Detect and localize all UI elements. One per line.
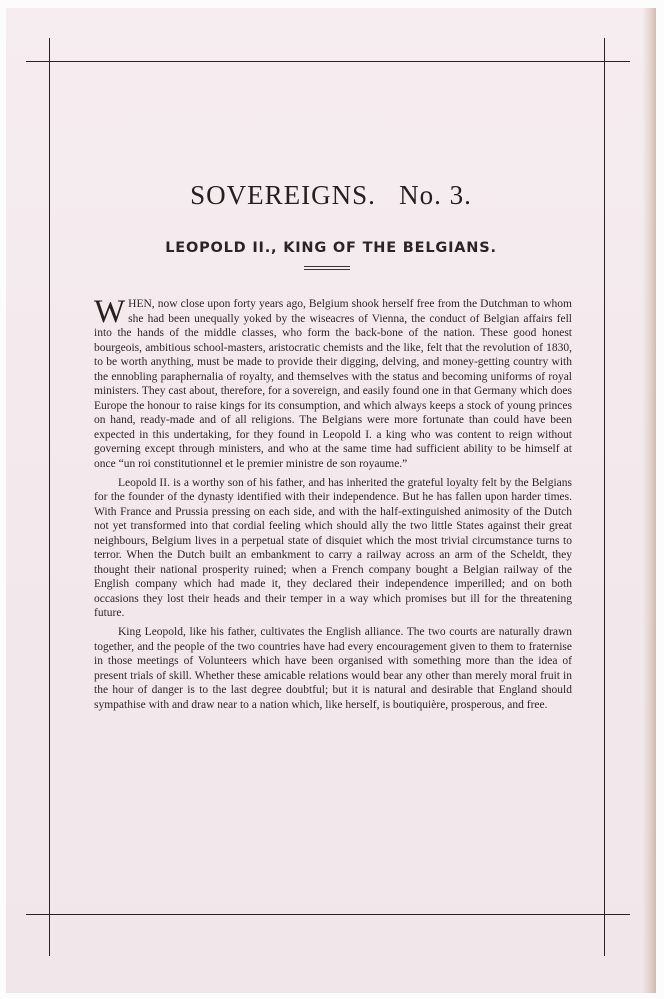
- series-title: SOVEREIGNS. No. 3.: [190, 180, 472, 210]
- article-body: [94, 294, 572, 716]
- right-border-rule: [604, 38, 605, 956]
- title-underline-rule-2: [304, 269, 350, 270]
- top-border-rule: [26, 61, 630, 62]
- drop-cap: W: [94, 294, 126, 330]
- page-sheet: [6, 8, 656, 993]
- bottom-border-rule: [26, 914, 630, 915]
- paragraph-3: King Leopold, like his father, cultivates the English alliance. The two courts are naturally drawn together, and the people of the two countries have had every encouragement given to them to fraternise in those meetings of Volunteers which have been organised with something more than the idea of present trials of skill. Whether these amicable relations would bear any other than merely moral fruit in the hour of danger is to the last degree doubtful; but it is natural and desirable that England should sympathise with and draw near to a nation which, like herself, is boutiquière, prosperous, and free.: [94, 626, 572, 711]
- title-underline-rule: [304, 266, 350, 267]
- left-border-rule: [49, 38, 50, 956]
- paper-edge-stain: [642, 8, 656, 993]
- paragraph-2: Leopold II. is a worthy son of his father, and has inherited the grateful loyalty felt by the Belgians for the founder of the dynasty identified with their independence. But he has fallen upon harder times. With France and Prussia pressing on each side, and with the half-extinguished animosity of the Dutch not yet transformed into that cordial feeling which should ally the two little States against their great neighbours, Belgium lives in a perpetual state of disquiet which the most trivial circumstance turns to terror. When the Dutch built an embankment to carry a railway across an arm of the Scheldt, they thought their national prosperity ruined; when a French company bought a Belgian railway of the English company which had made it, they declared their independence imperilled; and on both occasions they lost their heads and their temper in a way which promises but ill for the threatening future.: [94, 476, 572, 620]
- paragraph-1: [94, 294, 572, 472]
- paragraph-1-text: HEN, now close upon forty years ago, Belgium shook herself free from the Dutchman to whom she had been unequally yoked by the wiseacres of Vienna, the conduct of Belgian affairs fell into the hands of the middle classes, who form the back-bone of the nation. These good honest bourgeois, ambitious school-masters, aristocratic chemists and the like, felt that the revolution of 1830, to be worth anything, must be made to provide their digging, delving, and money-getting country with the ennobling paraphernalia of royalty, and themselves with the status and becoming uniforms of royal ministers. They cast about, therefore, for a sovereign, and easily found one in that Germany which does Europe the honour to raise kings for its consumption, and which always keeps a stock of young princes on hand, ready-made and of all religions. The Belgians were more fortunate than could have been expected in this undertaking, for they found in Leopold I. a king who was content to reign without governing except through ministers, and who at the same time had sufficient ability to be himself at once “un roi constitutionnel et le premier ministre de son royaume.”: [94, 298, 572, 471]
- article-title: LEOPOLD II., KING OF THE BELGIANS.: [165, 240, 497, 256]
